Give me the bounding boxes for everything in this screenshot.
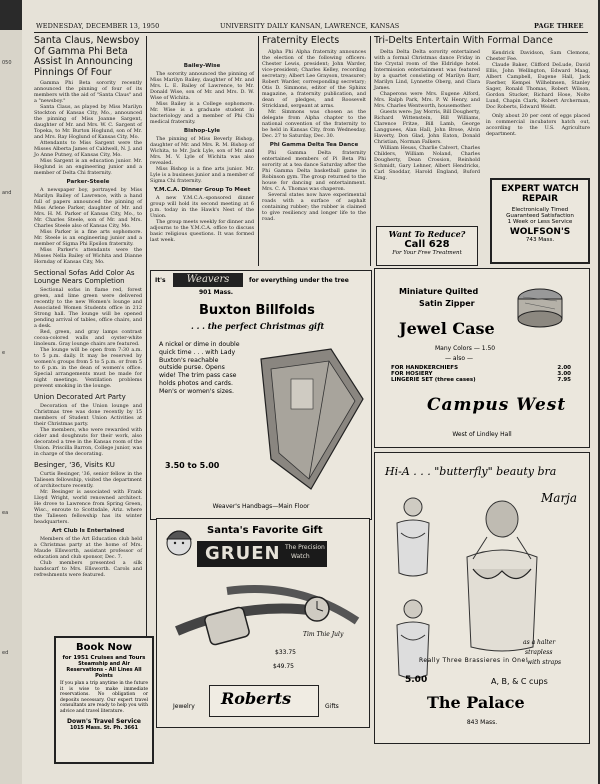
weavers-title: Buxton Billfolds [199, 303, 315, 318]
headline-tri-delts: Tri-Delts Entertain With Formal Dance [374, 35, 553, 46]
subhead: Y.M.C.A. Dinner Group To Meet [153, 187, 251, 193]
jewel-case-illustration [513, 279, 567, 329]
headline-sofas: Sectional Sofas Add Color As Lounge Nears Completion [34, 269, 135, 285]
gruen-brand: GRUEN [205, 543, 281, 564]
column-3 [262, 36, 366, 268]
article-text: William Heuss, Charlie Calvert, Charles Childers, William Noland, Charles Dougherty, Dean Crossion, Reinhold Schmidt, Gary Lehner, Albert Hendricks, Carl Snoddar, Harold England, Buford King. [374, 144, 480, 181]
edge-text: and [2, 190, 12, 196]
palace-headline: Hi-A . . . "butterfly" beauty bra [385, 465, 557, 478]
weavers-address: 901 Mass. [199, 289, 234, 296]
article-text: Decoration of the Union lounge and Christmas tree was done recently by 15 members of Student Union Activities at their Christmas party. [34, 403, 142, 427]
campus-items [391, 365, 571, 383]
watch-address: 743 Mass. [525, 237, 555, 243]
article-text: The sorority announced the pinning of Miss Marilyn Bailey, daughter of Mr. and Mrs. L. E. Bailey of Lawrence, to Mr. Donald Wise, son of Mr. and Mrs. D. W. Wise of Wichita. [150, 71, 254, 101]
weavers-subtitle: . . . the perfect Christmas gift [191, 321, 325, 331]
subhead: Phi Gamma Delta Tea Dance [269, 141, 359, 148]
travel-ad [54, 636, 154, 764]
watch-store: WOLFSON'S [509, 227, 571, 237]
campus-west-ad [374, 268, 590, 448]
article-text: Sectional sofas in flame red, forest green, and lime green were delivered recently to the new Women's lounge and Associated Women Students office in 212 Strong hall. The lounge will be opened pending arrival of tables, office chairs, and a desk. [34, 287, 142, 329]
article-text: Curtis Besinger, '36, senior fellow in the Taliesen fellowship, visited the department of architecture recently. [34, 471, 142, 489]
palace-feature-1: as a halter [523, 639, 556, 646]
gruen-title: Santa's Favorite Gift [207, 525, 323, 536]
headline-fraternity: Fraternity Elects [262, 35, 340, 46]
campus-item: FOR HANDKERCHIEFS 2.00 [391, 365, 571, 371]
edge-text: 050 [2, 60, 12, 66]
article-text: Claude Baker, Clifford DeLude, David Ellis, John Wellington, Edward Maag, Albert Campbell, Eugene Hall, Jack Faerber, Kempei Wilhelmsen, Stanley Sager, Ronald Thomas, Robert Wilson, Gordon Stucker, Richard Hose, Nolte Lund, Chapin Clark, Robert Archerman, Doc Roberts, Edward Weidt. [486, 62, 590, 110]
gruen-price1: $49.75 [273, 663, 294, 670]
travel-name: Down's Travel Service [67, 718, 141, 725]
reduce-line3: For Your Free Treatment [392, 250, 462, 256]
column-rule [258, 36, 259, 266]
article-text: Attendants to Miss Sargent were the Misses Alberta James of Caldwell, N. J. and Jo Anne Putney, of Kansas City, Mo. [34, 140, 142, 158]
article-text: Red, green, and gray lamps contrast cocoa-colored walls and oyster-white linoleum. Gray lounge chairs are featured. [34, 329, 142, 347]
article-text: Delta Delta Delta sorority entertained with a formal Christmas dance Friday in the Crystal room of the Eldridge hotel. Intermission entertainment was featured by a quartet consisting of Marilyn Barr, Marilyn Lind, Lynnette Oberg, and Clara James. [374, 48, 480, 91]
subhead: Bishop-Lyle [183, 128, 221, 134]
header-paper: UNIVERSITY DAILY KANSAN, LAWRENCE, KANSAS [220, 22, 400, 30]
campus-location: West of Lindley Hall [452, 431, 512, 438]
weavers-its: It's [155, 277, 166, 284]
palace-store: The Palace [427, 693, 525, 712]
edge-text: e [2, 350, 6, 356]
watch-line3: 1 Week or Less Service [507, 219, 573, 225]
weavers-body: A nickel or dime in double quick time . . . with Lady Buxton's reachable outside purse. Opens wide! The trim pass case holds photos and cards. Men's or women's sizes. [159, 341, 240, 395]
article-text: Phi Gamma Delta fraternity entertained members of Pi Beta Phi sorority at a tea dance Saturday after the Phi Gamma Delta basketball game in Robinson gym. The group returned to the house for dancing and entertainment. Mrs. C. A. Thomas was chaperon. [262, 149, 366, 192]
article-text: Kendrick Davidson, Sam Clemons, Chester Fee. [486, 50, 590, 62]
gruen-tag2: Watch [291, 553, 310, 560]
campus-item: FOR HOSIERY 3.00 [391, 371, 571, 377]
palace-address: 843 Mass. [466, 719, 498, 726]
watch-repair-ad [490, 178, 590, 264]
column-1 [34, 36, 142, 634]
headline-union: Union Decorated Art Party [34, 393, 126, 401]
palace-sizes: A, B, & C cups [491, 677, 548, 686]
campus-logo: Campus West [427, 395, 567, 415]
header-page: PAGE THREE [534, 22, 584, 30]
bra-model-small-1 [383, 493, 443, 593]
campus-title: Miniature Quilted [399, 287, 479, 296]
watch-illustration [167, 571, 367, 681]
edge-text: ed [2, 650, 9, 656]
article-text: Miss Bailey is a College sophomore. Mr. Wise is a graduate student in bacteriology and a member of Phi Chi medical fraternity. [150, 101, 254, 125]
gruen-ad [156, 518, 370, 728]
article-text: Miss Parker's attendants were the Misses Nella Bailey of Wichita and Dianne Hornday of Kansas City, Mo. [34, 247, 142, 265]
billfold-illustration [251, 339, 366, 499]
column-rule [146, 36, 147, 636]
article-text: The members, who were rewarded with cider and doughnuts for their work, also decorated a tree in the Kansas room of the Union. Priscilla Barron, College junior, was in charge of the decorating. [34, 427, 142, 457]
campus-colors: Many Colors — 1.50 [435, 345, 496, 352]
article-text: Several states now have experimental roads with a surface of asphalt containing rubber; the rubber is claimed to give resiliency and longer life to the road. [262, 191, 366, 222]
article-text: The lounge will be open from 7:30 a.m. to 5 p.m. daily. It may be reserved by women's groups from 5 to 5 p.m. or from 5 to 6 p.m. in the dean of women's office. Special arrangements must be made for night meetings. Ventilation problems prevent smoking in the lounge. [34, 347, 142, 389]
palace-feature-3: with straps [527, 659, 562, 666]
reduce-line1: Want To Reduce? [388, 229, 466, 239]
article-text: Gamma Phi Beta sorority recently announced the pinning of four of its members with the aid of "Santa Claus" and a "newsboy." [34, 80, 142, 104]
travel-address: 1015 Mass. St. Ph. 3661 [69, 725, 138, 731]
weavers-tag: for everything under the tree [249, 277, 349, 284]
palace-feature-2: strapless [525, 649, 553, 656]
watch-title: EXPERT WATCH REPAIR [501, 184, 579, 204]
travel-body: If you plan a trip anytime in the future it is wise to make immediate reservations. No obligation or deposits necessary. Our expert travel consultants are ready to help you with advice and travel literature. [60, 681, 148, 714]
subhead: Parker-Steele [66, 179, 110, 185]
article-text: Members of the Art Education club held a Christmas party at the home of Mrs. Maude Ellsworth, assistant professor of education and club sponsor, Dec. 7. [34, 536, 142, 560]
palace-line: Really Three Brassieres in One! [419, 657, 529, 664]
bra-model-large [447, 497, 557, 657]
article-text: Chaperons were Mrs. Eugene Alford, Mrs. Ralph Park, Mrs. P. W. Henry, and Mrs. Charles Wentworth, housemother. [374, 90, 480, 109]
article-text: Guests were: Jay Morris, Bill Dougherty, Richard Wittenstein, Bill Williams, Clarence Fritze, Bill Lamb, George Langguees, Alan Hall, John Brose, Alvin Haverty, Don Glad, John Eaton, Donald Christian, Norman Falkers. [374, 108, 481, 145]
column-5 [486, 50, 590, 172]
watch-line1: Electronically Timed [511, 207, 569, 213]
campus-also: — also — [445, 355, 473, 362]
roberts-left: Jewelry [173, 703, 195, 710]
palace-brand: Marja [541, 491, 578, 505]
article-text: A new Y.M.C.A.-sponsored dinner group will hold its second meeting at 6 p.m. today in the Hawk's Nest of the Union. [150, 195, 254, 219]
weavers-price: 3.50 to 5.00 [165, 461, 220, 470]
campus-subtitle: Satin Zipper [419, 299, 475, 308]
gruen-tag1: The Precision [285, 544, 325, 551]
adjacent-page-edge [0, 30, 23, 784]
article-text: Only about 20 per cent of eggs placed in commercial incubators hatch out, according to the U.S. Agriculture department. [486, 113, 590, 137]
article-text: The pinning of Miss Beverly Bishop, daughter of Mr. and Mrs. R. M. Bishop of Wichita, to Mr. Jack Lyle, son of Mr. and Mrs. M. V. Lyle of Wichita was also revealed. [150, 136, 254, 166]
palace-price: 5.00 [405, 675, 428, 685]
weavers-ad [150, 270, 372, 520]
campus-item: LINGERIE SET (three cases) 7.95 [391, 377, 571, 383]
header-rule [34, 32, 588, 33]
campus-product: Jewel Case [399, 319, 495, 338]
article-text: The group meets weekly for dinner and adjourns to the Y.M.C.A. office to discuss basic religious questions. It was formed last week. [150, 219, 255, 243]
gruen-tagline: Tim Thie July [303, 631, 344, 638]
subhead: Art Club Is Entertained [51, 528, 125, 534]
palace-ad [374, 452, 590, 744]
article-text: Club members presented a silk handscarf to Mrs. Ellsworth. Carols and refreshments were featured. [34, 560, 142, 578]
edge-text: ea [2, 510, 9, 516]
article-text: Santa Claus, as played by Miss Marilyn Stockton of Kansas City, Mo., announced the pinning of Miss Joanne Sargent, daughter of Mr. and Mrs. W. C. Sargent of Topeka, to Mr. Burton Hoglund, son of Mr. and Mrs. Ray Hoglund of Kansas City, Mo. [34, 104, 142, 140]
roberts-store: Roberts [221, 689, 292, 708]
newspaper-page [22, 0, 598, 784]
article-text: Miss Bishop is a fine arts junior. Mr. Lyle is a business junior and a member of Sigma Chi fraternity. [150, 166, 254, 184]
column-rule [370, 36, 371, 266]
article-text: Miss Sargent is an education junior. Mr. Hoglund is an engineering junior and a member of Delta Chi fraternity. [34, 158, 142, 176]
travel-line1: for 1951 Cruises and Tours [62, 655, 146, 661]
article-text: Mr. Besinger is associated with Frank Lloyd Wright, world renowned architect. He drove to Lawrence from Spring Green, Wisc., enroute to Scottsdale, Ariz. where the Taliesen fellowship has its winter headquarters. [34, 489, 142, 525]
header-date: WEDNESDAY, DECEMBER 13, 1950 [36, 22, 160, 30]
article-text: Alpha Phi Alpha fraternity announces the election of the following officers: Chester Lewis, president; John Warder, vice-president; Charles Kelley, recording secretary; Albert Lee Grayson, treasurer; Robert Warder, corresponding secretary; Otis D. Simmons, editor of the Sphinx magazine, a fraternity publication, and dean of pledges, and Roosevelt Strickland, sergeant at arms. [262, 48, 366, 109]
article-text: Mr. Simmons was chosen as the delegate from Alpha chapter to the national convention of the fraternity to be held in Kansas City, from Wednesday, Dec. 27 to Saturday, Dec. 30. [262, 108, 366, 139]
travel-line2: Steamship and Air Reservations - All Lines All Points [66, 661, 142, 679]
reduce-ad [376, 226, 478, 266]
subhead: Bailey-Wise [183, 63, 221, 69]
santa-icon [161, 523, 197, 559]
article-text: A newspaper boy, portrayed by Miss Marilyn Bailey of Lawrence, with a hand full of papers announced the pinning of Miss Arlene Parker, daughter of Mr. and Mrs. H. M. Parker of Kansas City, Mo., to Mr. Charles Steele, son of Mr. and Mrs. Charles Steele also of Kansas City, Mo. [34, 187, 142, 229]
gruen-price2: $33.75 [275, 649, 296, 656]
column-2 [150, 60, 254, 266]
headline-besinger: Besinger, '36, Visits KU [34, 461, 115, 469]
article-text: Miss Parker is a fine arts sophomore. Mr. Steele is an engineering junior and a member of Sigma Phi Epsilon fraternity. [34, 229, 142, 247]
travel-title: Book Now [76, 642, 132, 653]
headline-gamma-phi: Santa Claus, Newsboy Of Gamma Phi Beta Assist In Announcing Pinnings Of Four [34, 35, 140, 78]
reduce-phone: Call 628 [404, 239, 450, 250]
weavers-logo: Weavers [173, 273, 243, 287]
weavers-footer: Weaver's Handbags—Main Floor [212, 503, 310, 510]
watch-line2: Guaranteed Satisfaction [506, 213, 574, 219]
roberts-right: Gifts [325, 703, 339, 710]
